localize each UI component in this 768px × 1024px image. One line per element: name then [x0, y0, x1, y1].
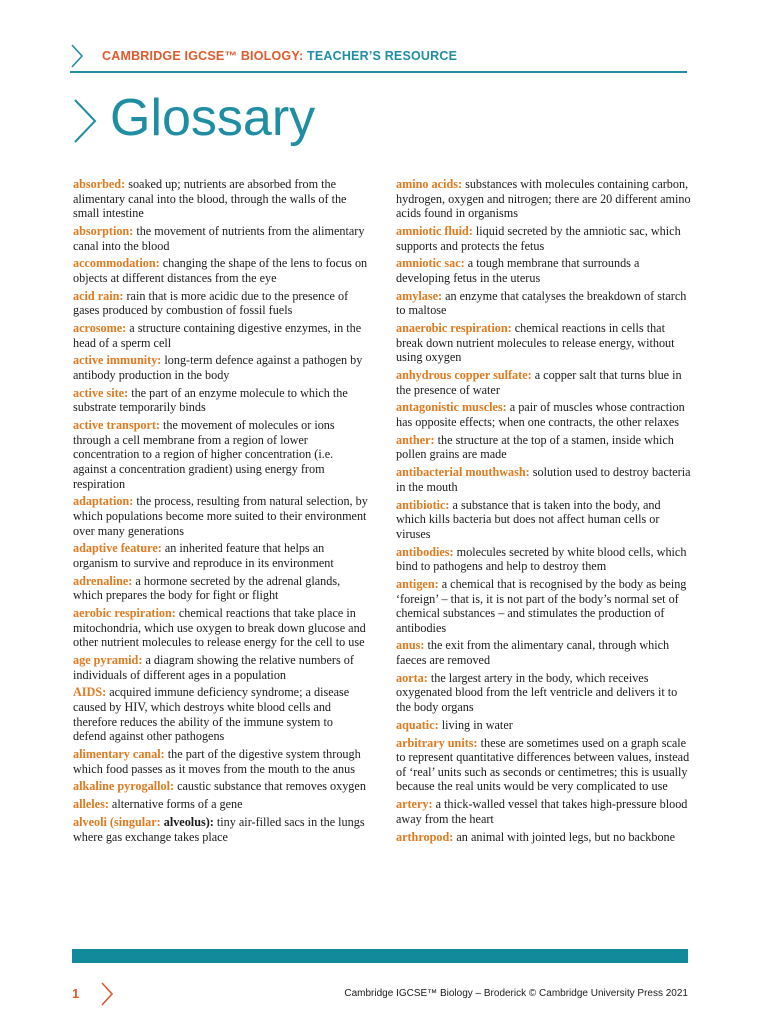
chevron-right-icon: [100, 982, 114, 1006]
glossary-definition: the part of an enzyme molecule to which the substrate temporarily binds: [73, 385, 348, 415]
chevron-right-icon: [70, 44, 84, 68]
glossary-definition: molecules secreted by white blood cells, which bind to pathogens and help to destroy them: [396, 544, 687, 574]
glossary-entry: [73, 289, 368, 318]
glossary-entry: [73, 574, 368, 603]
glossary-definition: the process, resulting from natural selection, by which populations become more suited to their environment over many generations: [73, 494, 368, 538]
glossary-entry: [396, 498, 691, 542]
header-book-title: CAMBRIDGE IGCSE™ BIOLOGY:: [102, 49, 304, 63]
glossary-entry: [73, 815, 368, 844]
glossary-definition: the structure at the top of a stamen, inside which pollen grains are made: [396, 432, 674, 462]
glossary-entry: [396, 830, 691, 845]
glossary-term: anther:: [396, 432, 435, 447]
glossary-term: active site:: [73, 385, 129, 400]
glossary-definition: an inherited feature that helps an organism to survive and reproduce in its environment: [73, 541, 334, 570]
glossary-entry: [396, 400, 691, 429]
glossary-entry: [396, 465, 691, 494]
glossary-definition: a diagram showing the relative numbers of individuals of different ages in a population: [73, 653, 354, 682]
glossary-entry: [73, 418, 368, 491]
page-title: Glossary: [110, 89, 316, 147]
glossary-entry: [73, 321, 368, 350]
glossary-term: arbitrary units:: [396, 735, 478, 750]
glossary-term: antagonistic muscles:: [396, 400, 507, 415]
glossary-entry: [73, 224, 368, 253]
glossary-entry: [73, 685, 368, 743]
glossary-term: adaptive feature:: [73, 541, 162, 556]
glossary-term: alimentary canal:: [73, 747, 165, 761]
glossary-entry: [396, 224, 691, 253]
glossary-term: anaerobic respiration:: [396, 321, 512, 336]
glossary-definition: acquired immune deficiency syndrome; a disease caused by HIV, which destroys white blood cells and therefore reduces the ability of the immune system to defend against other pathogens: [73, 685, 350, 744]
glossary-entry: [396, 577, 691, 635]
glossary-definition: the movement of molecules or ions through a cell membrane from a region of lower concentration to a region of higher concentration (i.e. against a concentration gradient) using energy from respiration: [73, 418, 335, 491]
glossary-definition: alternative forms of a gene: [111, 797, 243, 812]
glossary-entry: [396, 736, 691, 794]
glossary-term: alveoli (singular:: [73, 814, 161, 829]
glossary-entry: [396, 368, 691, 397]
glossary-definition: the largest artery in the body, which receives oxygenated blood from the left ventricle and delivers it to the body organs: [396, 670, 678, 715]
glossary-term: acrosome:: [73, 321, 127, 336]
glossary-definition: a structure containing digestive enzymes, in the head of a sperm cell: [73, 321, 362, 350]
glossary-definition: a tough membrane that surrounds a developing fetus in the uterus: [396, 256, 640, 285]
running-header: [70, 44, 687, 73]
glossary-term: anhydrous copper sulfate:: [396, 368, 532, 383]
glossary-entry: [396, 289, 691, 318]
glossary-definition: an enzyme that catalyses the breakdown of starch to maltose: [396, 288, 687, 318]
glossary-entry: [396, 671, 691, 715]
glossary-entry: [73, 177, 368, 221]
glossary-entry: [396, 321, 691, 365]
glossary-term: adaptation:: [73, 494, 134, 509]
glossary-entry: [73, 747, 368, 776]
glossary-definition: chemical reactions that take place in mitochondria, which use oxygen to break down glucose and other nutrient molecules to release energy for the cell to use: [73, 606, 366, 650]
glossary-entry: [396, 545, 691, 574]
glossary-definition: living in water: [441, 717, 513, 732]
glossary-term: antibiotic:: [396, 497, 450, 512]
glossary-entry: [73, 256, 368, 285]
glossary-definition: substances with molecules containing carbon, hydrogen, oxygen and nitrogen; there are 20 different amino acids found in organisms: [396, 177, 691, 221]
glossary-term: adrenaline:: [73, 573, 133, 588]
glossary-term: alkaline pyrogallol:: [73, 779, 175, 794]
glossary-term: arthropod:: [396, 829, 454, 844]
glossary-entry: [396, 638, 691, 667]
glossary-entry: [396, 433, 691, 462]
glossary-definition: a pair of muscles whose contraction has opposite effects; when one contracts, the other relaxes: [396, 400, 685, 430]
glossary-entry: [73, 653, 368, 682]
glossary-term: amylase:: [396, 288, 443, 303]
glossary-entry: [73, 541, 368, 570]
glossary-term: amniotic fluid:: [396, 223, 473, 238]
glossary-definition: the part of the digestive system through which food passes as it moves from the mouth to the anus: [73, 747, 361, 776]
glossary-definition: a copper salt that turns blue in the presence of water: [396, 368, 682, 397]
header-text: [102, 49, 457, 63]
glossary-definition: tiny air-filled sacs in the lungs where gas exchange takes place: [73, 814, 365, 844]
glossary-definition: a substance that is taken into the body, and which kills bacteria but does not affect human cells or viruses: [396, 497, 661, 541]
glossary-term: aorta:: [396, 670, 428, 685]
glossary-term: amniotic sac:: [396, 256, 465, 271]
glossary-column-right: [396, 177, 691, 847]
glossary-entry: [396, 177, 691, 221]
glossary-column-left: [73, 177, 368, 847]
glossary-term: active immunity:: [73, 353, 162, 368]
glossary-entry: [73, 353, 368, 382]
header-resource-type: TEACHER’S RESOURCE: [307, 49, 458, 63]
glossary-entry: [73, 606, 368, 650]
glossary-term: accommodation:: [73, 256, 160, 271]
glossary-term: AIDS:: [73, 685, 107, 700]
glossary-entry: [396, 256, 691, 285]
glossary-definition: liquid secreted by the amniotic sac, which supports and protects the fetus: [396, 223, 681, 253]
glossary-term: acid rain:: [73, 288, 124, 303]
glossary-definition: long-term defence against a pathogen by antibody production in the body: [73, 353, 363, 383]
glossary-definition: soaked up; nutrients are absorbed from the alimentary canal into the blood, through the walls of the small intestine: [73, 177, 347, 221]
glossary-entry: [73, 779, 368, 794]
glossary-entry: [73, 386, 368, 415]
chevron-right-icon: [72, 98, 98, 144]
glossary-definition: solution used to destroy bacteria in the mouth: [396, 465, 691, 494]
footer-bar: [72, 949, 688, 963]
glossary-term: antibacterial mouthwash:: [396, 465, 530, 480]
glossary-definition: chemical reactions in cells that break down nutrient molecules to release energy, without using oxygen: [396, 321, 675, 365]
glossary-term: amino acids:: [396, 177, 463, 191]
glossary-definition: caustic substance that removes oxygen: [177, 779, 366, 794]
glossary-definition: rain that is more acidic due to the presence of gases produced by combustion of fossil fuels: [73, 288, 349, 318]
page-number: 1: [72, 986, 80, 1001]
glossary-term: age pyramid:: [73, 653, 143, 668]
glossary-term: absorption:: [73, 223, 134, 238]
glossary-definition: changing the shape of the lens to focus on objects at different distances from the eye: [73, 256, 368, 285]
glossary-definition: a hormone secreted by the adrenal glands, which prepares the body for fight or flight: [73, 573, 341, 603]
glossary-definition: these are sometimes used on a graph scale to represent quantitative differences between values, instead of ‘real’ units such as seconds or centimetres; this is usually because the real units would be very complicated to use: [396, 735, 690, 794]
glossary-definition: an animal with jointed legs, but no backbone: [456, 829, 676, 844]
glossary-entry: [396, 718, 691, 733]
glossary-entry: [73, 797, 368, 812]
glossary-definition: the movement of nutrients from the alimentary canal into the blood: [73, 223, 365, 253]
glossary-term: antigen:: [396, 576, 439, 591]
glossary-term: aquatic:: [396, 717, 439, 732]
glossary-term: artery:: [396, 797, 433, 812]
glossary-entry: [396, 797, 691, 826]
glossary-term: aerobic respiration:: [73, 606, 176, 621]
glossary-definition: the exit from the alimentary canal, through which faeces are removed: [396, 638, 670, 668]
glossary-term: active transport:: [73, 418, 160, 433]
header-rule: [70, 71, 687, 73]
glossary-term: antibodies:: [396, 544, 454, 559]
glossary-term: anus:: [396, 638, 425, 653]
glossary-definition: a thick-walled vessel that takes high-pressure blood away from the heart: [396, 797, 688, 826]
glossary-definition: a chemical that is recognised by the body as being ‘foreign’ – that is, it is not part of the body’s normal set of chemical substances – and stimulates the production of antibodies: [396, 576, 687, 635]
glossary-term: absorbed:: [73, 177, 126, 191]
glossary-entry: [73, 494, 368, 538]
footer-credit: Cambridge IGCSE™ Biology – Broderick © Cambridge University Press 2021: [344, 988, 688, 999]
glossary-term-singular: alveolus):: [163, 814, 214, 829]
glossary-term: alleles:: [73, 797, 109, 812]
